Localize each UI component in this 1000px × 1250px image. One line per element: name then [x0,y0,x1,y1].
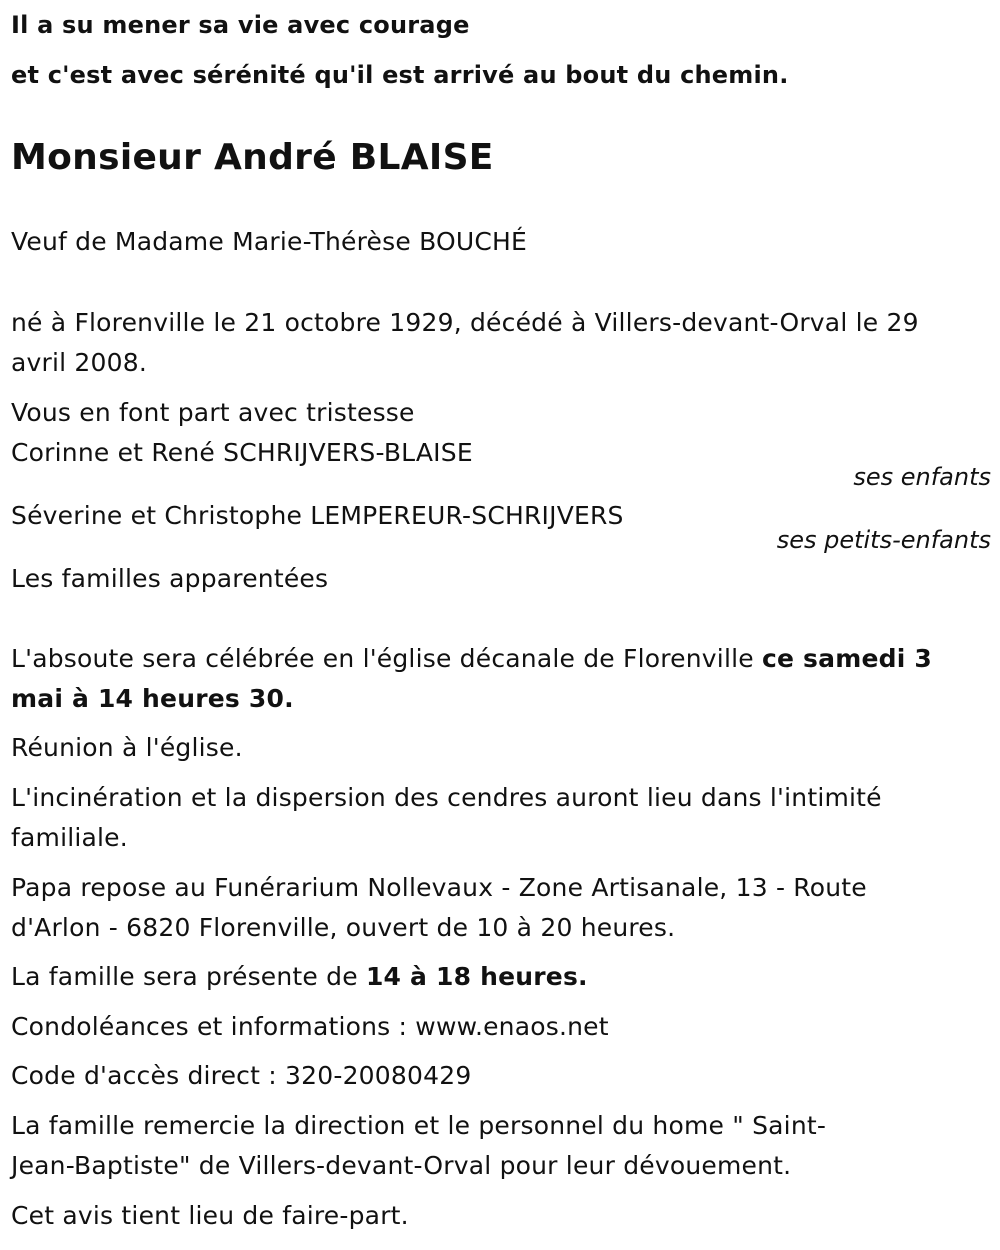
access-code-line: Code d'accès direct : 320-20080429 [11,1061,472,1090]
closing-line: Cet avis tient lieu de faire-part. [11,1201,409,1230]
thanks-line-2: Jean-Baptiste" de Villers-devant-Orval pour leur dévouement. [11,1151,792,1180]
intro-line-2: et c'est avec sérénité qu'il est arrivé au bout du chemin. [11,61,789,89]
widow-line: Veuf de Madame Marie-Thérèse BOUCHÉ [11,227,528,256]
birth-death-line-1: né à Florenville le 21 octobre 1929, décédé à Villers-devant-Orval le 29 [11,308,919,337]
announce-line: Vous en font part avec tristesse [11,398,415,427]
cremation-line-2: familiale. [11,823,128,852]
presence-hours: 14 à 18 heures. [365,962,588,991]
grandchildren-names: Séverine et Christophe LEMPEREUR-SCHRIJVERS [11,501,624,530]
children-names: Corinne et René SCHRIJVERS-BLAISE [11,438,473,467]
absoute-time-1: ce samedi 3 [761,644,932,673]
relatives-line: Les familles apparentées [11,564,329,593]
presence-text: La famille sera présente de [11,962,366,991]
condolences-line: Condoléances et informations : www.enaos.net [11,1012,609,1041]
repose-line-2: d'Arlon - 6820 Florenville, ouvert de 10 à 20 heures. [11,913,676,942]
birth-death-line-2: avril 2008. [11,348,148,377]
children-role: ses enfants [853,463,991,491]
absoute-line-1 [11,639,991,679]
absoute-text: L'absoute sera célébrée en l'église décanale de Florenville [11,644,762,673]
grandchildren-role: ses petits-enfants [776,526,991,554]
thanks-line-1: La famille remercie la direction et le personnel du home " Saint- [11,1111,827,1140]
cremation-line-1: L'incinération et la dispersion des cendres auront lieu dans l'intimité [11,783,882,812]
intro-line-1: Il a su mener sa vie avec courage [11,11,470,39]
repose-line-1: Papa repose au Funérarium Nollevaux - Zone Artisanale, 13 - Route [11,873,867,902]
absoute-time-2: mai à 14 heures 30. [11,684,294,713]
meeting-line: Réunion à l'église. [11,733,243,762]
deceased-name: Monsieur André BLAISE [11,137,494,178]
presence-line [11,957,991,997]
